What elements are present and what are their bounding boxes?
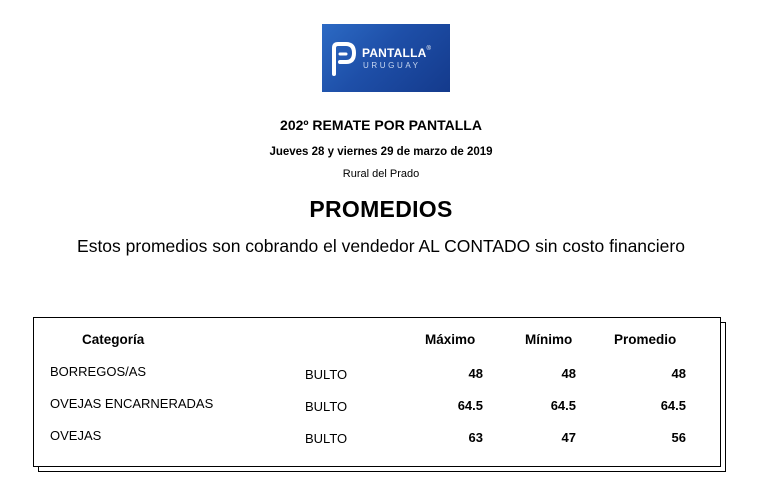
table-row-unit: BULTO: [305, 399, 348, 414]
table-row-max: 48: [468, 366, 483, 381]
averages-table: [33, 317, 721, 467]
column-header-min: Mínimo: [525, 332, 573, 347]
auction-dates: Jueves 28 y viernes 29 de marzo de 2019: [269, 146, 493, 158]
table-row-min: 47: [561, 430, 576, 445]
pantalla-p-logo-icon: [330, 42, 356, 76]
page-heading: PROMEDIOS: [309, 196, 453, 222]
column-header-category: Categoría: [82, 332, 145, 347]
auction-location: Rural del Prado: [342, 168, 420, 180]
table-row-avg: 56: [671, 430, 686, 445]
table-row-unit: BULTO: [305, 431, 348, 446]
pantalla-uruguay-logo: [322, 24, 450, 92]
table-row-category: BORREGOS/AS: [50, 364, 147, 379]
column-header-avg: Promedio: [614, 332, 677, 347]
logo-country: URUGUAY: [363, 61, 421, 70]
table-row-category: OVEJAS: [50, 428, 102, 443]
table-row-max: 64.5: [457, 398, 483, 413]
auction-title: 202º REMATE POR PANTALLA: [280, 117, 482, 133]
table-row-min: 48: [561, 366, 576, 381]
table-row-max: 63: [468, 430, 483, 445]
table-row-min: 64.5: [550, 398, 576, 413]
table-row-avg: 64.5: [660, 398, 686, 413]
table-row-avg: 48: [671, 366, 686, 381]
payment-note: Estos promedios son cobrando el vendedor AL CONTADO sin costo financiero: [77, 236, 685, 256]
logo-brand-name: PANTALLA®: [362, 46, 432, 60]
column-header-max: Máximo: [425, 332, 476, 347]
table-row-category: OVEJAS ENCARNERADAS: [50, 396, 214, 411]
table-row-unit: BULTO: [305, 367, 348, 382]
